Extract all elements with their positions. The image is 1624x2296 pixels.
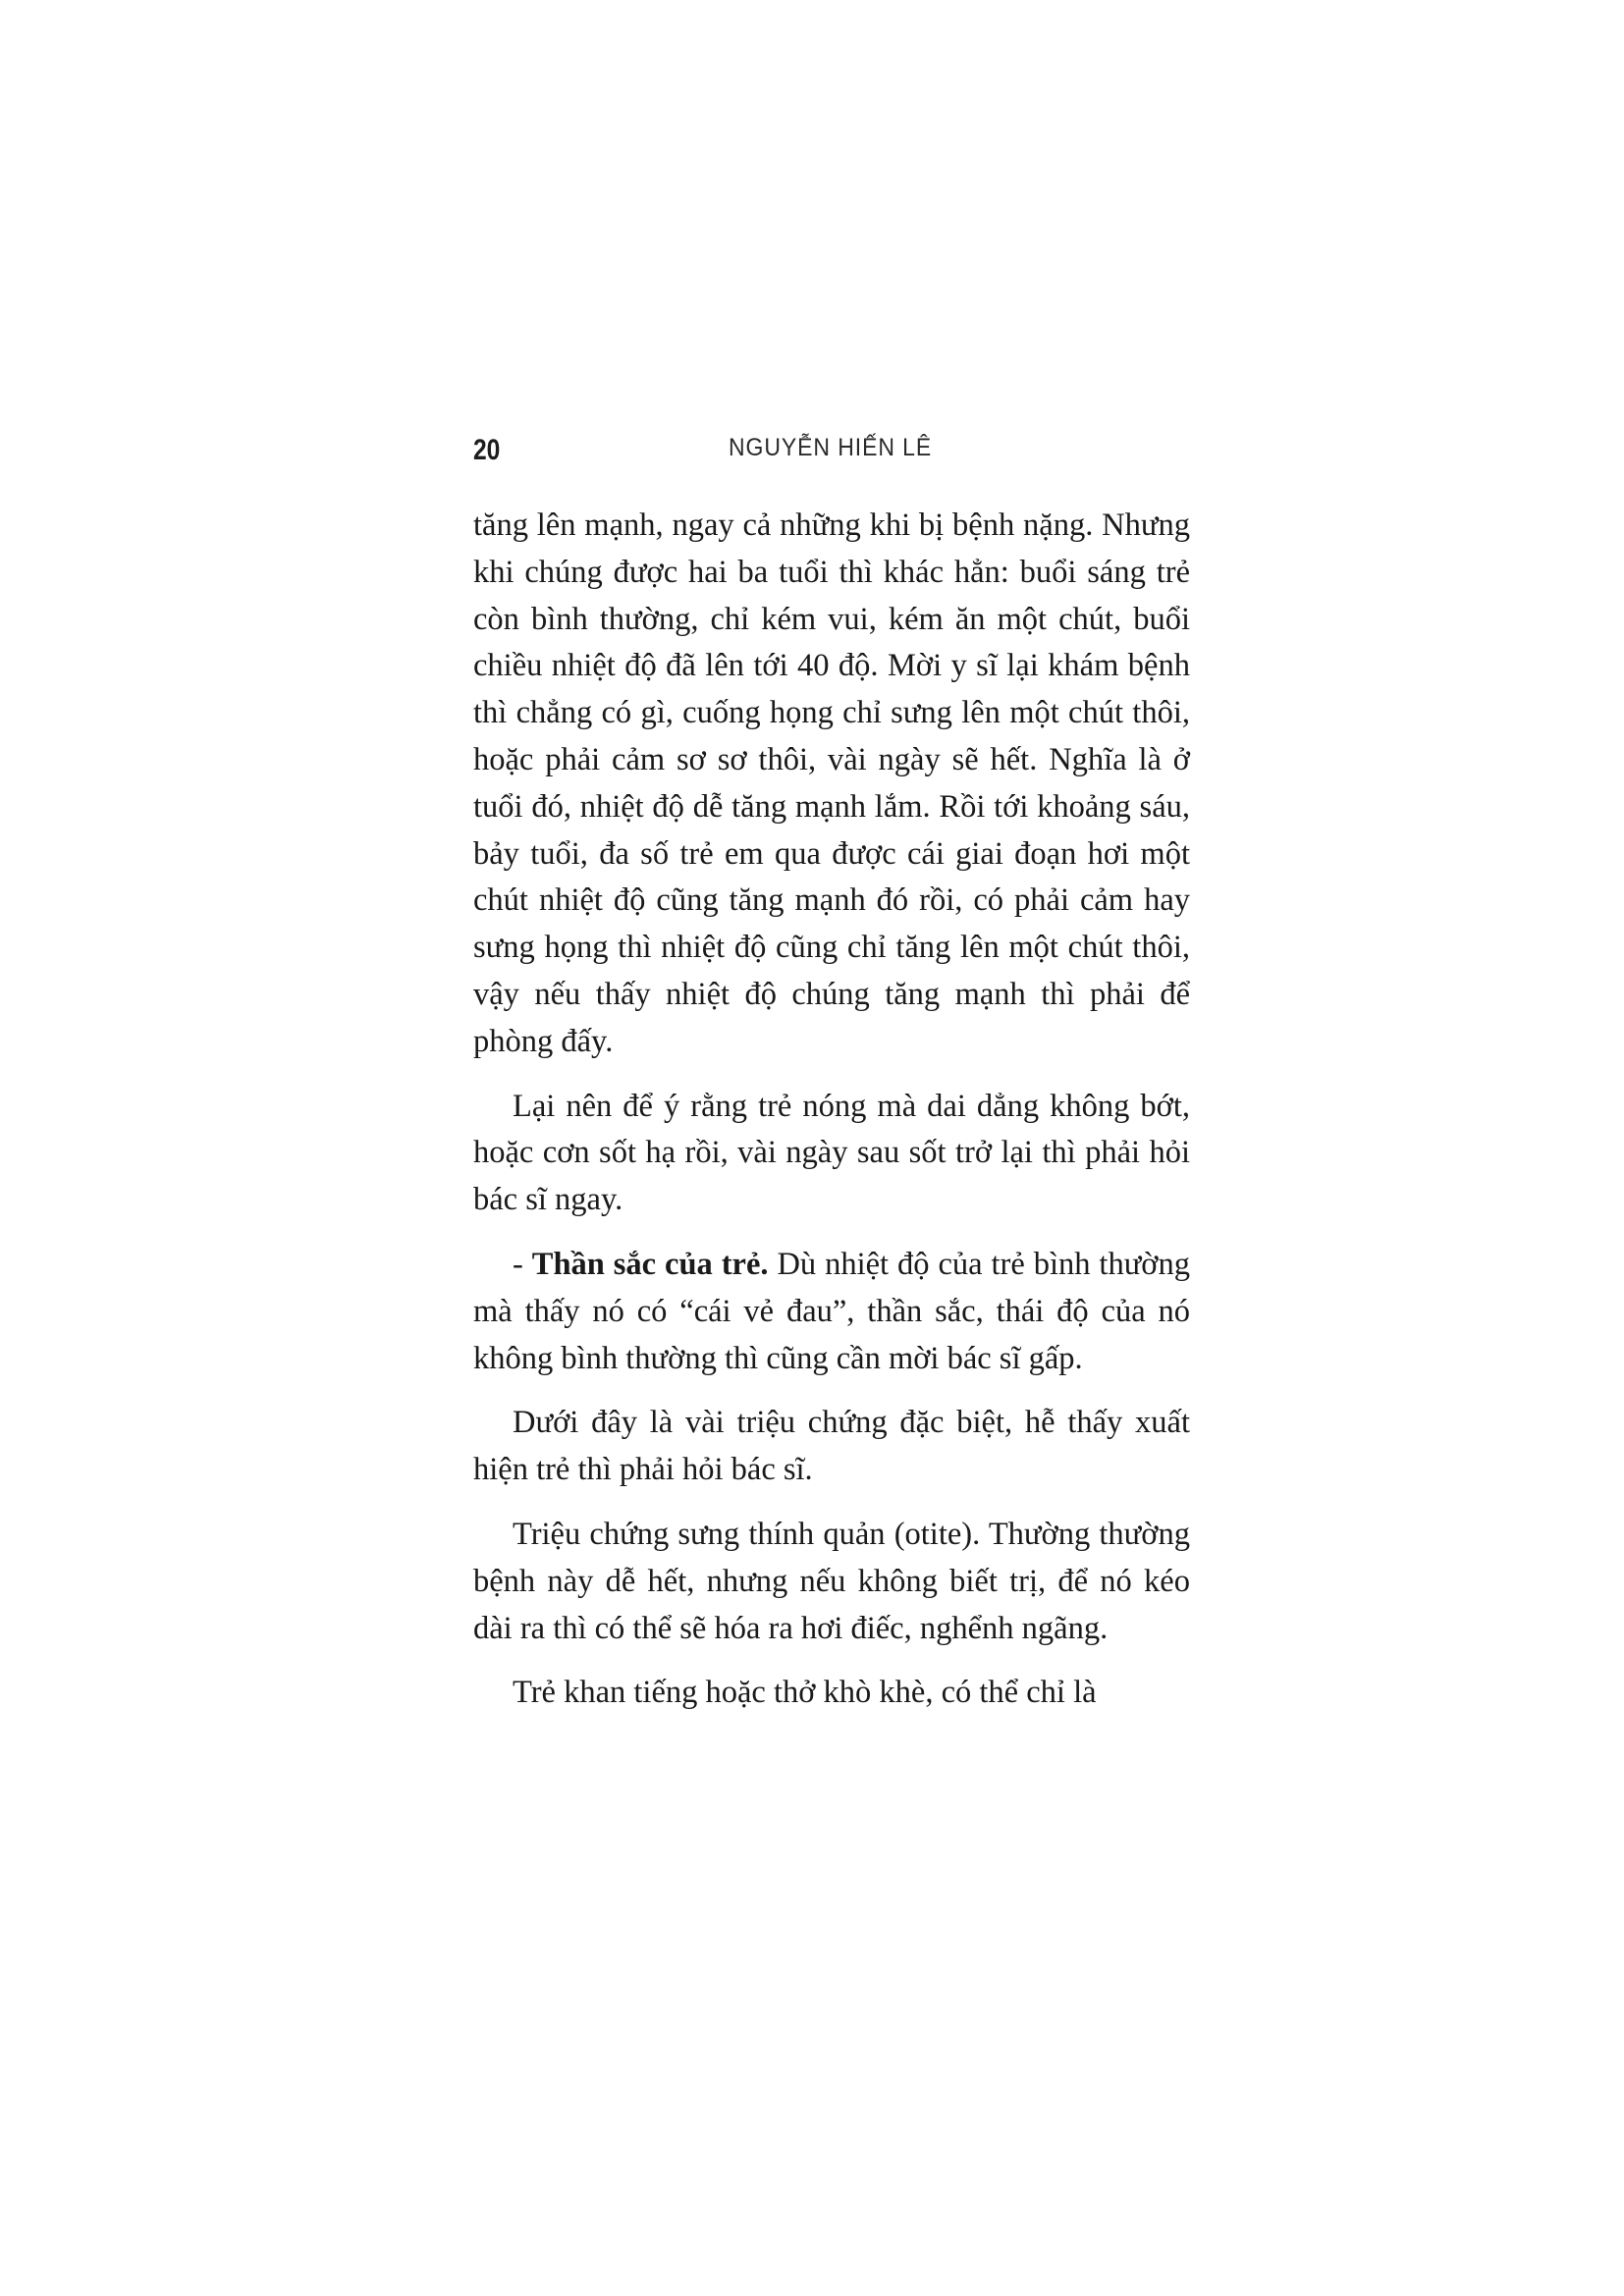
paragraph-4: Dưới đây là vài triệu chứng đặc biệt, hễ thấy xuất hiện trẻ thì phải hỏi bác sĩ. (473, 1405, 1190, 1488)
page-header (473, 434, 1151, 483)
dash-prefix: - (513, 1246, 532, 1282)
paragraph-3-text: Dù nhiệt độ của trẻ bình thường mà thấy nó có “cái vẻ đau”, thần sắc, thái độ của nó không bình thường thì cũng cần mời bác sĩ gấp. (473, 1246, 1190, 1376)
bold-heading: Thần sắc của trẻ. (531, 1246, 769, 1282)
paragraph-6: Trẻ khan tiếng hoặc thở khò khè, có thể chỉ là (513, 1675, 1097, 1711)
page-number: 20 (473, 434, 501, 466)
paragraph-5: Triệu chứng sưng thính quản (otite). Thường thường bệnh này dễ hết, nhưng nếu không biết trị, để nó kéo dài ra thì có thể sẽ hóa ra hơi điếc, nghểnh ngãng. (473, 1516, 1190, 1646)
paragraph-2: Lại nên để ý rằng trẻ nóng mà dai dẳng không bớt, hoặc cơn sốt hạ rồi, vài ngày sau sốt trở lại thì phải hỏi bác sĩ ngay. (473, 1088, 1190, 1218)
paragraph-1: tăng lên mạnh, ngay cả những khi bị bệnh nặng. Nhưng khi chúng được hai ba tuổi thì khác hẳn: buổi sáng trẻ còn bình thường, chỉ kém vui, kém ăn một chút, buổi chiều nhiệt độ đã lên tới 40 độ. Mời y sĩ lại khám bệnh thì chẳng có gì, cuống họng chỉ sưng lên một chút thôi, hoặc phải cảm sơ sơ thôi, vài ngày sẽ hết. Nghĩa là ở tuổi đó, nhiệt độ dễ tăng mạnh lắm. Rồi tới khoảng sáu, bảy tuổi, đa số trẻ em qua được cái giai đoạn hơi một chút nhiệt độ cũng tăng mạnh đó rồi, có phải cảm hay sưng họng thì nhiệt độ cũng chỉ tăng lên một chút thôi, vậy nếu thấy nhiệt độ chúng tăng mạnh thì phải để phòng đấy. (473, 507, 1190, 1059)
body-text (473, 503, 1190, 1735)
paragraph-3 (473, 1242, 1190, 1382)
running-head-author: NGUYỄN HIẾN LÊ (729, 434, 933, 461)
